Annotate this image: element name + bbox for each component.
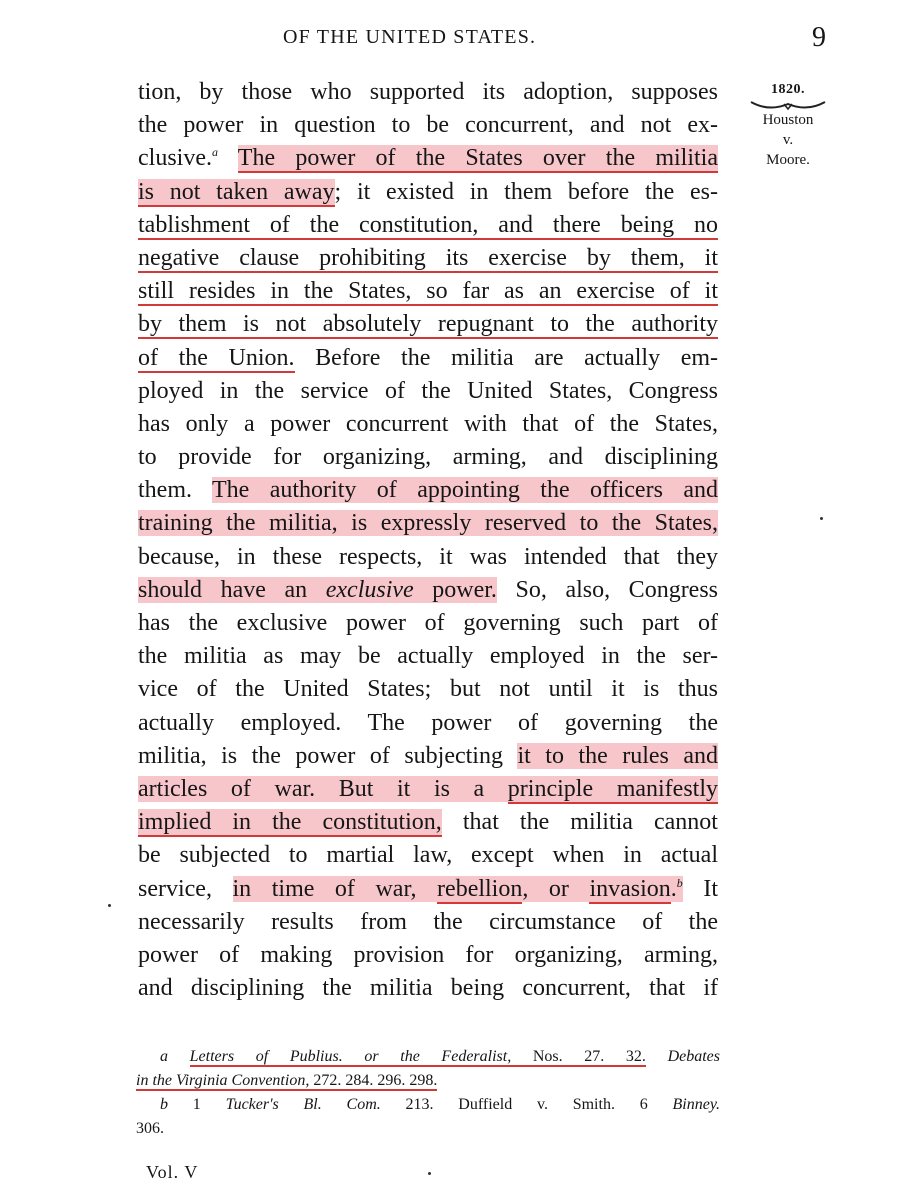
- text-line: actually employed. The power of governing the: [138, 709, 718, 736]
- text-line: has the exclusive power of governing such part of: [138, 610, 718, 636]
- text-line: of the Union. Before the militia are actually em-: [138, 344, 718, 371]
- body-text: [138, 76, 718, 1005]
- running-title: OF THE UNITED STATES.: [283, 26, 537, 48]
- highlight: principle manifestly: [507, 775, 719, 802]
- text-line: [138, 773, 718, 806]
- footnote-a-pages: 272. 284. 296. 298.: [309, 1072, 438, 1089]
- footnote-a-line-1: [136, 1045, 720, 1069]
- text-line: because, in these respects, it was intended that they: [138, 543, 718, 570]
- highlight: should have an exclusive power.: [138, 576, 497, 603]
- text-line: power of making provision for organizing, arming,: [138, 941, 718, 968]
- text-line: and disciplining the militia being concurrent, that if: [138, 975, 718, 1002]
- margin-name-1: Houston: [762, 112, 814, 128]
- text-line: the militia as may be actually employed in the ser-: [138, 643, 718, 670]
- footnote-b-line-1: [136, 1093, 720, 1117]
- text-line: necessarily results from the circumstance of the: [138, 908, 718, 935]
- underline: of the Union.: [138, 344, 295, 371]
- text-line: to provide for organizing, arming, and disciplining: [138, 444, 718, 471]
- margin-note: [738, 80, 838, 170]
- highlight: The power of the States over the militia: [237, 145, 718, 172]
- margin-case-name: [738, 110, 838, 170]
- margin-name-3: Moore.: [766, 152, 810, 168]
- footnote-mark-b: b: [160, 1096, 168, 1113]
- footnote-b-line-2: 306.: [136, 1120, 164, 1137]
- text-line: should have an exclusive power. So, also, Congress: [138, 576, 719, 603]
- footnote-b-reporter: Binney.: [672, 1096, 721, 1113]
- footnote-a-convention: in the Virginia Convention,: [136, 1072, 310, 1089]
- speck: [820, 517, 823, 520]
- highlight: articles of war. But it is a: [138, 775, 508, 802]
- footnote-a-citation: Letters of Publius. or the Federalist,: [189, 1048, 512, 1065]
- footnote-a-line-2: [136, 1069, 720, 1093]
- text-line: clusive.$^a$ The power of the States over the militia: [138, 145, 718, 172]
- footnote-mark-a: a: [160, 1048, 168, 1065]
- highlight: it to the rules and: [517, 742, 718, 769]
- underline: tablishment of the constitution, and there being no: [138, 211, 718, 238]
- highlight: implied in the constitution,: [138, 809, 442, 836]
- footnote-b-work: Tucker's Bl. Com.: [225, 1096, 381, 1113]
- underline: by them is not absolutely repugnant to the authority: [138, 311, 718, 338]
- highlight: is not taken away: [138, 178, 335, 205]
- page-number: 9: [812, 22, 826, 53]
- text-line: tion, by those who supported its adoption, supposes: [138, 79, 718, 105]
- text-line: be subjected to martial law, except when in actual: [138, 842, 718, 869]
- footnote-a-numbers: Nos. 27. 32.: [511, 1048, 646, 1065]
- text-line: militia, is the power of subjecting it to the rules and: [138, 742, 718, 769]
- text-line: ployed in the service of the United States, Congress: [138, 377, 718, 404]
- text-line: [138, 275, 718, 308]
- highlight: The authority of appointing the officers and: [211, 477, 718, 504]
- text-line: implied in the constitution, that the militia cannot: [138, 809, 718, 836]
- highlight: in time of war, rebellion, or invasion.$^b$: [232, 875, 683, 902]
- margin-year: 1820.: [771, 82, 805, 97]
- text-line: them. The authority of appointing the officers and: [138, 477, 718, 504]
- footnotes: [136, 1045, 720, 1141]
- speck: [428, 1172, 431, 1175]
- text-line: [138, 507, 718, 540]
- text-line: has only a power concurrent with that of the States,: [138, 410, 718, 437]
- underline: negative clause prohibiting its exercise by them, it: [138, 244, 718, 271]
- text-line: [138, 242, 718, 275]
- text-line: the power in question to be concurrent, and not ex-: [138, 112, 718, 139]
- text-line: [138, 209, 718, 242]
- footnote-a-debates: Debates: [667, 1048, 721, 1065]
- speck: [108, 904, 111, 907]
- text-line: [138, 308, 718, 341]
- highlight: training the militia, is expressly reserved to the States,: [138, 510, 718, 537]
- volume-signature: Vol. V: [146, 1162, 199, 1182]
- text-line: vice of the United States; but not until it is thus: [138, 676, 718, 703]
- text-line: is not taken away; it existed in them before the es-: [138, 178, 718, 205]
- margin-name-2: v.: [782, 132, 794, 148]
- page-header: [0, 24, 900, 58]
- underline: still resides in the States, so far as an exercise of it: [138, 278, 718, 305]
- text-line: service, in time of war, rebellion, or invasion.$^b$ It: [138, 875, 718, 902]
- footnote-b-volume: 1: [192, 1096, 201, 1113]
- footnote-b-case: 213. Duffield v. Smith. 6: [405, 1096, 648, 1113]
